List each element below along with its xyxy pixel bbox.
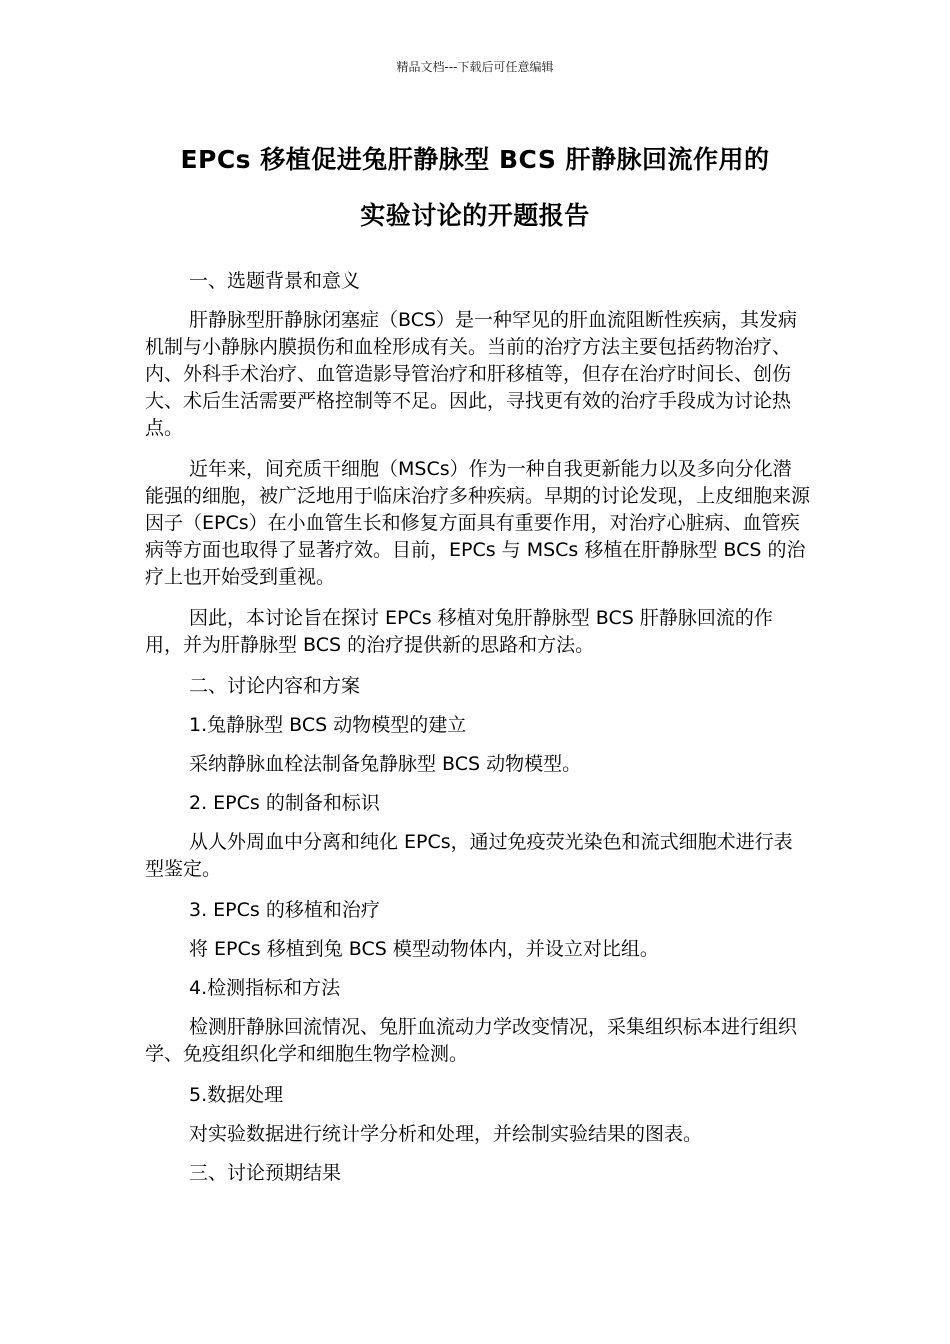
item-heading-4: 4.检测指标和方法: [189, 977, 341, 999]
header-note: 精品文档---下载后可任意编辑: [396, 60, 554, 74]
item-text-1: 采纳静脉血栓法制备兔静脉型 BCS 动物模型。: [189, 753, 582, 775]
paragraph-background-2: 近年来，间充质干细胞（MSCs）作为一种自我更新能力以及多向分化潜能强的细胞，被广泛地用于临床治疗多种疾病。早期的讨论发现，上皮细胞来源因子（EPCs）在小血管生长和修复方面具有重要作用，对治疗心脏病、血管疾病等方面也取得了显著疗效。目前，EPCs 与 MSCs 移植在肝静脉型 BCS 的治疗上也开始受到重视。: [145, 458, 811, 588]
item-heading-2: 2. EPCs 的制备和标识: [189, 792, 380, 814]
document-body: [145, 268, 810, 1199]
item-text-2: 从人外周血中分离和纯化 EPCs，通过免疫荧光染色和流式细胞术进行表型鉴定。: [145, 831, 793, 880]
paragraph-background-1: 肝静脉型肝静脉闭塞症（BCS）是一种罕见的肝血流阻断性疾病，其发病机制与小静脉内膜损伤和血栓形成有关。当前的治疗方法主要包括药物治疗、内、外科手术治疗、血管造影导管治疗和肝移植等，但存在治疗时间长、创伤大、术后生活需要严格控制等不足。因此，寻找更有效的治疗手段成为讨论热点。: [145, 309, 798, 439]
section-heading-background: 一、选题背景和意义: [189, 270, 361, 292]
paragraph-background-3: 因此，本讨论旨在探讨 EPCs 移植对兔肝静脉型 BCS 肝静脉回流的作用，并为肝静脉型 BCS 的治疗提供新的思路和方法。: [145, 607, 773, 656]
section-heading-content: 二、讨论内容和方案: [189, 675, 361, 697]
section-heading-expected-results: 三、讨论预期结果: [189, 1162, 342, 1184]
item-heading-5: 5.数据处理: [189, 1084, 284, 1106]
item-heading-1: 1.兔静脉型 BCS 动物模型的建立: [189, 714, 467, 736]
item-text-3: 将 EPCs 移植到兔 BCS 模型动物体内，并设立对比组。: [189, 938, 659, 960]
document-title-line-1: EPCs 移植促进兔肝静脉型 BCS 肝静脉回流作用的: [180, 145, 770, 174]
item-heading-3: 3. EPCs 的移植和治疗: [189, 899, 380, 921]
document-title-line-2: 实验讨论的开题报告: [360, 201, 590, 230]
item-text-5: 对实验数据进行统计学分析和处理，并绘制实验结果的图表。: [189, 1123, 703, 1145]
item-text-4: 检测肝静脉回流情况、兔肝血流动力学改变情况，采集组织标本进行组织学、免疫组织化学和细胞生物学检测。: [145, 1016, 798, 1065]
